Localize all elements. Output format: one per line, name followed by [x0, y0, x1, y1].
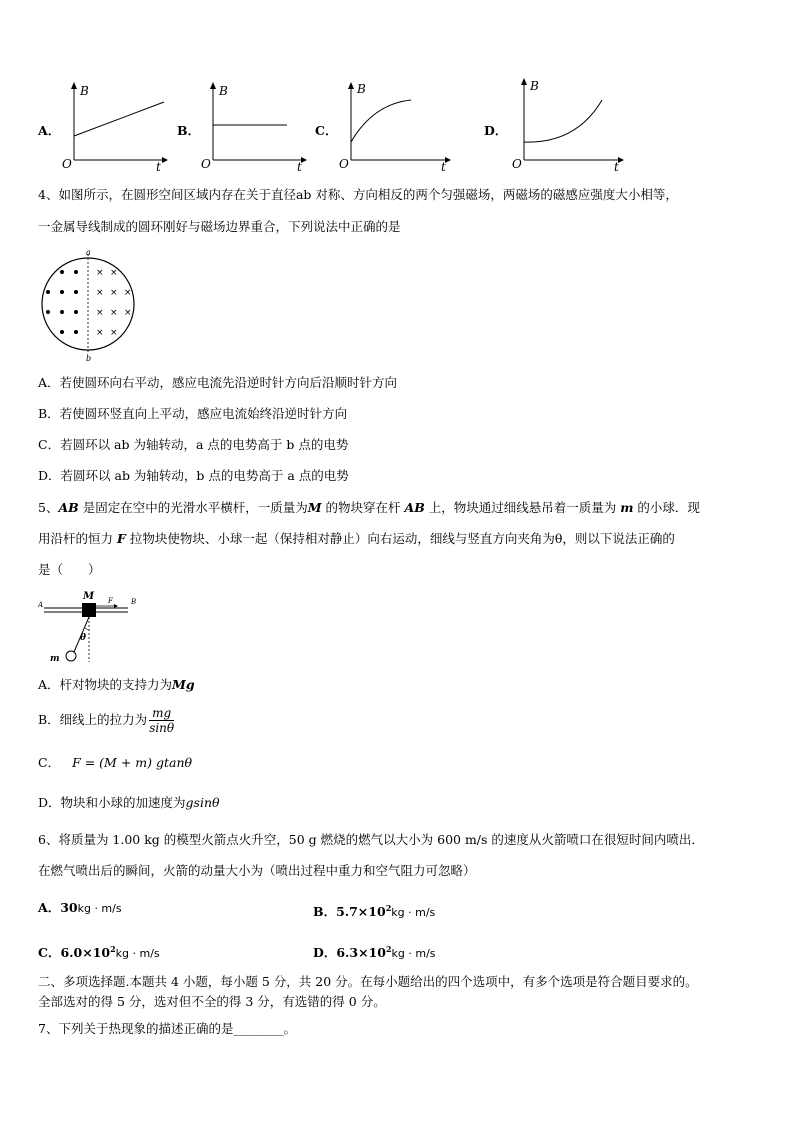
graph-b-label: B． [177, 123, 201, 138]
q4-option-d: D．若圆环以 ab 为轴转动，b 点的电势高于 a 点的电势 [38, 468, 349, 483]
q6-stem-line1: 6、将质量为 1.00 kg 的模型火箭点火升空，50 g 燃烧的燃气以大小为 600 m/s 的速度从火箭喷口在很短时间内喷出． [38, 832, 704, 847]
q5-stem-line2: 用沿杆的恒力 F 拉物块使物块、小球一起（保持相对静止）向右运动，细线与竖直方向夹角为θ，则以下说法正确的 [38, 531, 675, 546]
svg-text:×: × [124, 308, 132, 318]
graph-d-xlabel: t [614, 160, 619, 172]
svg-text:×: × [96, 308, 104, 318]
q6-option-b: B．$5.7\times 10^2kg \cdot m/s$ [313, 903, 436, 920]
graph-b-ylabel: B [219, 84, 228, 98]
graph-b-xlabel: t [297, 160, 302, 172]
section2-heading-line1: 二、多项选择题.本题共 4 小题，每小题 5 分，共 20 分。在每小题给出的四个选项中，有多个选项是符合题目要求的。 [38, 974, 698, 989]
svg-text:×: × [110, 268, 118, 278]
graph-d-origin: O [512, 157, 522, 171]
q5-option-c: C． F = (M + m) gtanθ [38, 755, 193, 770]
svg-text:×: × [110, 328, 118, 338]
q5-fig-label-B: B [131, 598, 137, 606]
q4-option-a: A．若使圆环向右平动，感应电流先沿逆时针方向后沿顺时针方向 [38, 375, 398, 390]
svg-text:×: × [96, 328, 104, 338]
graph-c [335, 80, 455, 172]
graph-d [506, 76, 630, 172]
q6-option-a: A．30kg · m/s [38, 900, 122, 915]
q5-fig-label-M: M [83, 591, 95, 602]
svg-text:×: × [96, 288, 104, 298]
graph-a-label: A． [38, 123, 61, 138]
q4-stem-line1: 4、如图所示，在圆形空间区域内存在关于直径ab 对称、方向相反的两个匀强磁场，两磁场的磁感应强度大小相等， [38, 187, 678, 202]
graph-d-label: D． [484, 123, 508, 138]
graph-a-origin: O [62, 157, 72, 171]
graph-b [197, 80, 309, 172]
q5-stem-line1: 5、AB 是固定在空中的光滑水平横杆，一质量为M 的物块穿在杆 AB 上，物块通过细线悬吊着一质量为 m 的小球．现 [38, 500, 700, 515]
q5-option-a: A．杆对物块的支持力为Mg [38, 677, 195, 692]
q7-stem: 7、下列关于热现象的描述正确的是________。 [38, 1021, 296, 1036]
svg-text:×: × [96, 268, 104, 278]
q4-fig-label-b: b [86, 354, 92, 362]
q6-option-d: D．$6.3\times 10^2kg \cdot m/s$ [313, 944, 436, 961]
q4-stem-line2: 一金属导线制成的圆环刚好与磁场边界重合，下列说法中正确的是 [38, 219, 401, 234]
q5-fig-label-theta: θ [80, 633, 87, 643]
svg-text:×: × [110, 308, 118, 318]
graph-b-origin: O [201, 157, 211, 171]
graph-a-ylabel: B [80, 84, 89, 98]
q5-option-d: D．物块和小球的加速度为gsinθ [38, 795, 220, 810]
graph-c-origin: O [339, 157, 349, 171]
q5-option-b: B．细线上的拉力为 $\frac{mg}{\sin\theta}$ [38, 706, 175, 735]
graph-a [58, 80, 170, 172]
graph-d-ylabel: B [530, 79, 539, 93]
q6-option-c: C．$6.0\times 10^2kg \cdot m/s$ [38, 944, 160, 961]
q5-stem-line3: 是（ ） [38, 562, 101, 577]
svg-text:×: × [124, 288, 132, 298]
q4-fig-label-a: a [86, 248, 91, 257]
graph-c-label: C． [315, 123, 338, 138]
graph-c-ylabel: B [357, 82, 366, 96]
q4-option-b: B．若使圆环竖直向上平动，感应电流始终沿逆时针方向 [38, 406, 348, 421]
q5-rod-block-figure [38, 588, 148, 666]
q4-magnetic-field-figure [38, 248, 138, 362]
q6-stem-line2: 在燃气喷出后的瞬间，火箭的动量大小为（喷出过程中重力和空气阻力可忽略） [38, 863, 476, 878]
svg-text:×: × [110, 288, 118, 298]
graph-a-xlabel: t [156, 160, 161, 172]
graph-c-xlabel: t [441, 160, 446, 172]
section2-heading-line2: 全部选对的得 5 分，选对但不全的得 3 分，有选错的得 0 分。 [38, 994, 386, 1009]
q5-fig-label-m: m [50, 654, 60, 664]
q5-fig-label-F: F [108, 597, 113, 605]
q4-option-c: C．若圆环以 ab 为轴转动，a 点的电势高于 b 点的电势 [38, 437, 349, 452]
q5-fig-label-A: A [38, 601, 44, 609]
q5-option-b-fraction: $\frac{mg}{\sin\theta}$ [149, 706, 175, 735]
